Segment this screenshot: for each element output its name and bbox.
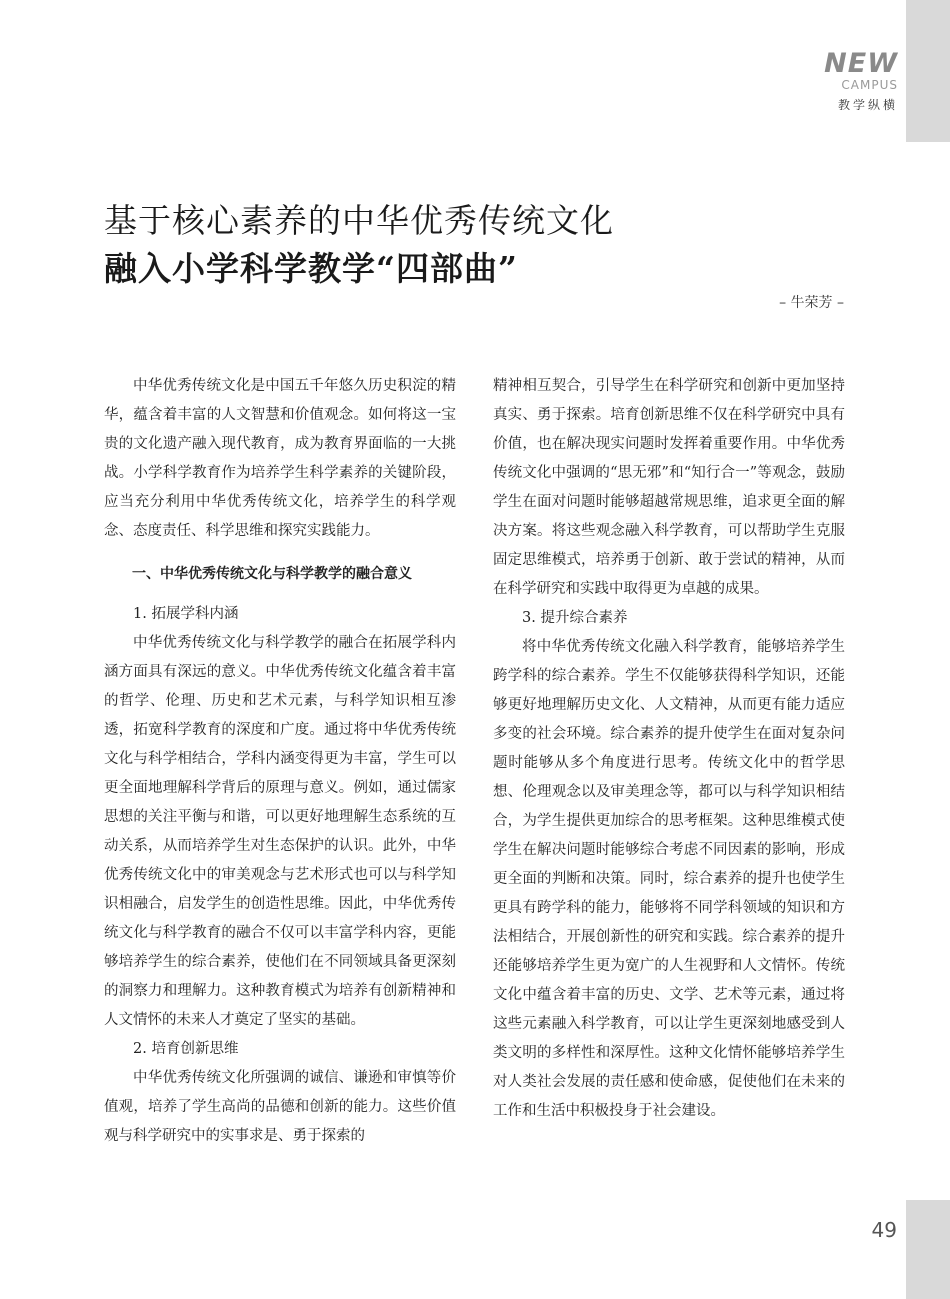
subsection1-body: 中华优秀传统文化与科学教学的融合在拓展学科内涵方面具有深远的意义。中华优秀传统文化蕴含着丰富的哲学、伦理、历史和艺术元素，与科学知识相互渗透，拓宽科学教育的深度和广度。通过将中华优秀传统文化与科学相结合，学科内涵变得更为丰富，学生可以更全面地理解科学背后的原理与意义。例如，通过儒家思想的关注平衡与和谐，可以更好地理解生态系统的互动关系，从而培养学生对生态保护的认识。此外，中华优秀传统文化中的审美观念与艺术形式也可以与科学知识相融合，启发学生的创造性思维。因此，中华优秀传统文化与科学教育的融合不仅可以丰富学科内容，更能够培养学生的综合素养，使他们在不同领域具备更深刻的洞察力和理解力。这种教育模式为培养有创新精神和人文情怀的未来人才奠定了坚实的基础。 [104,635,456,1028]
side-tab-bottom [906,1200,950,1299]
subsection3-body: 将中华优秀传统文化融入科学教育，能够培养学生跨学科的综合素养。学生不仅能够获得科学知识，还能够更好地理解历史文化、人文精神，从而更有能力适应多变的社会环境。综合素养的提升使学生在面对复杂问题时能够从多个角度进行思考。传统文化中的哲学思想、伦理观念以及审美理念等，都可以与科学知识相结合，为学生提供更加综合的思考框架。这种思维模式使学生在解决问题时能够综合考虑不同因素的影响，形成更全面的判断和决策。同时，综合素养的提升也使学生更具有跨学科的能力，能够将不同学科领域的知识和方法相结合，开展创新性的研究和实践。综合素养的提升还能够培养学生更为宽广的人生视野和人文情怀。传统文化中蕴含着丰富的历史、文学、艺术等元素，通过将这些元素融入科学教育，可以让学生更深刻地感受到人类文明的多样性和深厚性。这种文化情怀能够培养学生对人类社会发展的责任感和使命感，促使他们在未来的工作和生活中积极投身于社会建设。 [493,639,845,1119]
subsection1-heading: 1. 拓展学科内涵 [133,606,239,622]
article-author: – 牛荣芳 – [779,295,844,311]
article-title-line1: 基于核心素养的中华优秀传统文化 [104,201,614,240]
side-tab-top [906,0,950,142]
subsection2-heading: 2. 培育创新思维 [133,1041,239,1057]
subsection3-heading: 3. 提升综合素养 [522,610,628,626]
journal-brand [824,50,898,113]
left-column [104,372,456,1151]
section-label: 教学纵横 [837,98,898,112]
subsection2-body-part1: 中华优秀传统文化所强调的诚信、谦逊和审慎等价值观，培养了学生高尚的品德和创新的能力。这些价值观与科学研究中的实事求是、勇于探索的 [104,1070,456,1144]
article-title-line2: 融入小学科学教学“四部曲” [104,249,518,288]
intro-paragraph: 中华优秀传统文化是中国五千年悠久历史积淀的精华，蕴含着丰富的人文智慧和价值观念。如何将这一宝贵的文化遗产融入现代教育，成为教育界面临的一大挑战。小学科学教育作为培养学生科学素养的关键阶段，应当充分利用中华优秀传统文化，培养学生的科学观念、态度责任、科学思维和探究实践能力。 [104,378,456,539]
subsection2-body-part2: 精神相互契合，引导学生在科学研究和创新中更加坚持真实、勇于探索。培育创新思维不仅在科学研究中具有价值，也在解决现实问题时发挥着重要作用。中华优秀传统文化中强调的“思无邪”和“知行合一”等观念，鼓励学生在面对问题时能够超越常规思维，追求更全面的解决方案。将这些观念融入科学教育，可以帮助学生克服固定思维模式，培养勇于创新、敢于尝试的精神，从而在科学研究和实践中取得更为卓越的成果。 [493,378,845,597]
section1-heading: 一、中华优秀传统文化与科学教学的融合意义 [132,566,412,582]
page-number: 49 [871,1218,897,1242]
brand-campus-text: CAMPUS [841,78,898,92]
right-column [493,372,845,1126]
brand-new-text: NEW [824,48,898,79]
